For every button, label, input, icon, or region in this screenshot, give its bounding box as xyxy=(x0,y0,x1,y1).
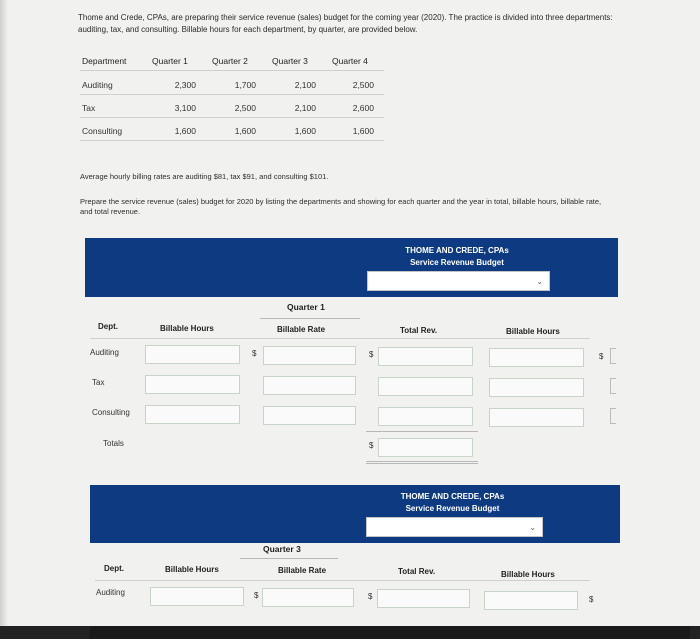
col-billable-rate-2: Billable Rate xyxy=(278,566,327,575)
dept-cell: Consulting xyxy=(82,126,123,136)
currency-symbol: $ xyxy=(254,591,259,600)
budget-subtitle-2: Service Revenue Budget xyxy=(405,504,500,513)
row-label-totals: Totals xyxy=(103,439,124,448)
row-label-consulting: Consulting xyxy=(92,408,130,417)
hours-cell: 1,600 xyxy=(174,126,196,136)
tax-total-input[interactable] xyxy=(378,377,473,396)
period-select[interactable] xyxy=(367,271,550,291)
instructions: Prepare the service revenue (sales) budget for 2020 by listing the departments and showing for each quarter and the year in total, billable hours, billable rate, and total revenue. xyxy=(80,197,602,216)
col-billable-rate: Billable Rate xyxy=(277,325,326,334)
currency-symbol: $ xyxy=(599,352,604,361)
screen-bottom-edge xyxy=(0,626,700,639)
tax-hours-q2-input[interactable] xyxy=(489,378,584,397)
next-input-edge[interactable] xyxy=(610,348,616,364)
table-header: Quarter 4 xyxy=(332,56,368,66)
auditing-rate-input-2[interactable] xyxy=(262,588,354,607)
currency-symbol: $ xyxy=(369,350,374,359)
col-total-rev: Total Rev. xyxy=(400,326,438,335)
row-rule xyxy=(80,94,384,95)
problem-intro: Thome and Crede, CPAs, are preparing their service revenue (sales) budget for the coming year (2020). The practice is divided into three departments: auditing, tax, and consulting. Billable hours for each department, by quarter, are provided below. xyxy=(78,13,613,34)
row-label-auditing: Auditing xyxy=(90,348,119,357)
hours-cell: 3,100 xyxy=(174,103,196,113)
row-label-auditing-2: Auditing xyxy=(96,588,125,597)
row-rule xyxy=(80,140,384,141)
quarter-label: Quarter 1 xyxy=(287,302,325,312)
company-name: THOME AND CREDE, CPAs xyxy=(405,246,509,255)
hours-cell: 1,600 xyxy=(352,126,374,136)
consulting-hours-input[interactable] xyxy=(145,405,240,424)
company-name-2: THOME AND CREDE, CPAs xyxy=(400,492,505,501)
quarter-label-2: Quarter 3 xyxy=(263,544,301,554)
total-revenue-input[interactable] xyxy=(378,438,473,457)
row-label-tax: Tax xyxy=(92,378,105,387)
auditing-hours-input-2[interactable] xyxy=(150,587,244,606)
double-rule-top xyxy=(366,461,478,462)
total-rule xyxy=(366,431,478,432)
col-billable-hours-q4: Billable Hours xyxy=(501,570,555,579)
chevron-down-icon: ⌄ xyxy=(529,523,536,532)
col-billable-hours-q2: Billable Hours xyxy=(506,327,560,336)
header-rule xyxy=(80,70,384,71)
col-billable-hours: Billable Hours xyxy=(160,324,214,333)
hours-cell: 2,500 xyxy=(352,80,374,90)
table-header: Quarter 3 xyxy=(272,56,308,66)
quarter-rule-2 xyxy=(240,558,338,559)
hours-cell: 1,700 xyxy=(234,80,256,90)
auditing-hours-q4-input[interactable] xyxy=(484,591,578,610)
col-dept-2: Dept. xyxy=(104,564,124,573)
quarter-rule xyxy=(260,318,360,319)
auditing-total-input-2[interactable] xyxy=(377,589,470,608)
next-input-edge[interactable] xyxy=(610,408,616,424)
auditing-hours-input[interactable] xyxy=(145,345,240,364)
currency-symbol: $ xyxy=(368,592,373,601)
currency-symbol: $ xyxy=(369,441,374,450)
hours-cell: 2,300 xyxy=(174,80,196,90)
chevron-down-icon: ⌄ xyxy=(536,277,543,286)
col-billable-hours-2: Billable Hours xyxy=(165,565,219,574)
hours-cell: 2,500 xyxy=(234,103,256,113)
auditing-total-input[interactable] xyxy=(378,347,473,366)
period-select-2[interactable] xyxy=(366,517,543,537)
dept-cell: Tax xyxy=(82,103,96,113)
hours-cell: 2,100 xyxy=(294,103,316,113)
table-header: Department xyxy=(82,56,127,66)
col-header-rule-2 xyxy=(95,580,590,581)
currency-symbol: $ xyxy=(252,349,257,358)
hours-cell: 1,600 xyxy=(294,126,316,136)
double-rule-bottom xyxy=(366,463,478,464)
auditing-rate-input[interactable] xyxy=(263,346,356,365)
hours-cell: 2,600 xyxy=(352,103,374,113)
screen-bezel xyxy=(90,626,690,639)
row-rule xyxy=(80,117,384,118)
consulting-hours-q2-input[interactable] xyxy=(489,408,584,427)
billable-hours-table xyxy=(80,52,384,148)
currency-symbol: $ xyxy=(589,595,594,604)
col-total-rev-2: Total Rev. xyxy=(398,567,436,576)
budget-subtitle: Service Revenue Budget xyxy=(410,258,504,267)
table-header: Quarter 1 xyxy=(152,56,188,66)
tax-rate-input[interactable] xyxy=(263,376,356,395)
hours-cell: 1,600 xyxy=(234,126,256,136)
consulting-total-input[interactable] xyxy=(378,407,473,426)
consulting-rate-input[interactable] xyxy=(263,406,356,425)
page-edge-shadow xyxy=(0,0,8,626)
next-input-edge[interactable] xyxy=(610,378,616,394)
col-dept: Dept. xyxy=(98,322,118,331)
dept-cell: Auditing xyxy=(82,80,113,90)
tax-hours-input[interactable] xyxy=(145,375,240,394)
rates-note: Average hourly billing rates are auditing $81, tax $91, and consulting $101. xyxy=(80,172,329,181)
hours-cell: 2,100 xyxy=(294,80,316,90)
auditing-hours-q2-input[interactable] xyxy=(489,348,584,367)
col-header-rule xyxy=(90,338,590,339)
table-header: Quarter 2 xyxy=(212,56,248,66)
